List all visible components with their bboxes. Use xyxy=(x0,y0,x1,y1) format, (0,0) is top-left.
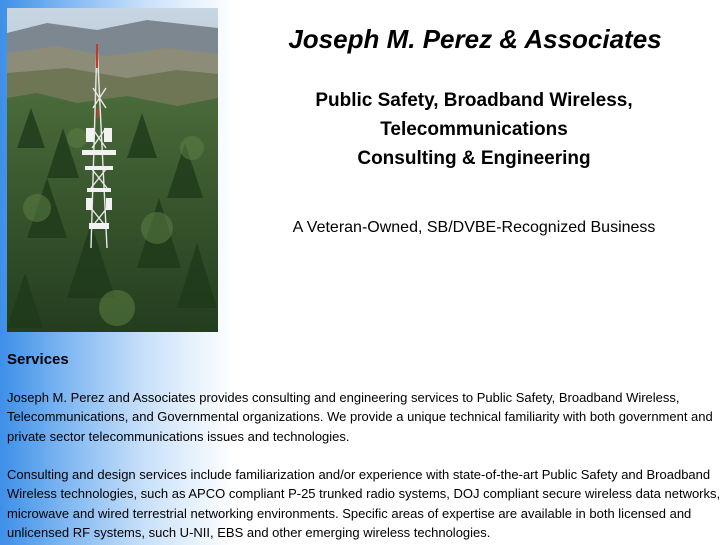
services-paragraph-1: Joseph M. Perez and Associates provides consulting and engineering services to Public Safety, Broadband Wireless, Telecommunications, and Governmental organizations. We provide a unique technical familiarity with both government and private sector telecommunications issues and technologies. xyxy=(7,390,713,444)
tagline xyxy=(230,86,718,173)
tagline-line-3: Consulting & Engineering xyxy=(357,148,591,169)
tagline-line-1: Public Safety, Broadband Wireless, xyxy=(315,90,633,111)
tagline-line-2: Telecommunications xyxy=(380,119,568,140)
veteran-owned-statement: A Veteran-Owned, SB/DVBE-Recognized Business xyxy=(292,219,656,236)
company-title: Joseph M. Perez & Associates xyxy=(288,24,662,54)
radio-tower-photo xyxy=(7,8,218,332)
services-paragraph-2: Consulting and design services include familiarization and/or experience with state-of-the-art Public Safety and Broadband Wireless technologies, such as APCO compliant P-25 trunked radio systems, DOJ compliant secure wireless data networks, microwave and wired terrestrial networking environments. Specific areas of expertise are available in both licensed and unlicensed RF systems, such U-NII, EBS and other emerging wireless technologies. xyxy=(7,467,721,540)
services-heading: Services xyxy=(7,351,69,368)
